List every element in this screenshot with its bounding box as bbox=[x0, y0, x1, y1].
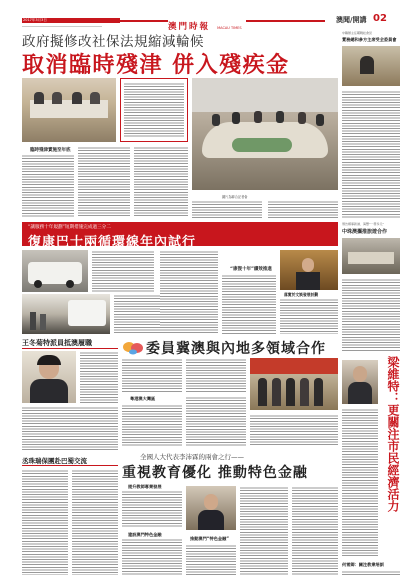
sidebar-bottom-head: 何雪卿：關注教業培訓 bbox=[342, 562, 384, 567]
edu-kicker: 全國人大代表李沛霖的兩會之行—— bbox=[140, 453, 244, 461]
lead-story bbox=[22, 30, 338, 220]
left-column bbox=[22, 338, 118, 575]
sidebar bbox=[342, 30, 400, 575]
masthead bbox=[0, 0, 419, 32]
edu-col-1 bbox=[122, 490, 182, 528]
coop-col-5 bbox=[250, 414, 338, 446]
left-text-1 bbox=[80, 351, 118, 403]
sidebar-vertical-head: 梁維特：更關注市民經濟活力 bbox=[386, 356, 400, 512]
bus-banner bbox=[22, 222, 338, 250]
sidebar-top-small: 中聯辦主任鄭曉松會見 bbox=[342, 31, 373, 35]
edu-headline: 重視教育優化 推動特色金融 bbox=[122, 465, 308, 481]
lead-photo-conference bbox=[192, 78, 338, 190]
bus-col-1 bbox=[114, 294, 160, 334]
lead-col-1 bbox=[22, 154, 74, 218]
sidebar-text-4 bbox=[342, 570, 400, 575]
bus-photo-speaker bbox=[280, 250, 338, 290]
edu-subhead-1: 提升教師專業發展 bbox=[128, 484, 162, 489]
edu-col-3 bbox=[186, 544, 236, 575]
edu-photo-portrait bbox=[186, 486, 236, 530]
bus-intro bbox=[92, 250, 154, 292]
sidebar-text-2 bbox=[342, 278, 400, 352]
bus-story bbox=[22, 222, 338, 334]
coop-col-2 bbox=[186, 358, 246, 392]
bus-photo-street bbox=[22, 294, 110, 334]
coop-col-3 bbox=[122, 404, 182, 446]
section-label: 澳聞/開講 bbox=[336, 16, 367, 24]
sidebar-top-head: 實務總和參方主席受全委員會 bbox=[342, 37, 397, 42]
lead-intro-box bbox=[120, 78, 188, 142]
sidebar-photo-2 bbox=[342, 238, 400, 274]
lead-col-3 bbox=[134, 146, 188, 218]
lead-photo-meeting bbox=[22, 78, 116, 142]
bus-inset bbox=[222, 250, 338, 334]
left-head-2: 丞珠瑞保團赴巴蜀交流 bbox=[22, 457, 87, 465]
bus-kicker: “讓服務十年規劃”短期措施完成過三分二 bbox=[28, 225, 111, 230]
handshake-icon bbox=[122, 341, 144, 355]
sidebar-portrait bbox=[342, 360, 378, 404]
date-line: 2017年3月3日 bbox=[23, 18, 47, 22]
lead-kicker: 政府擬修改社保法規縮減輪候 bbox=[22, 34, 204, 50]
left-photo-portrait bbox=[22, 351, 76, 403]
lead-photo-caption: 圖片為聯合記者會 bbox=[222, 195, 248, 199]
bus-photo-vehicle bbox=[22, 250, 88, 292]
bus-inset-title-2: 落實於文娛發展計劃 bbox=[284, 292, 319, 297]
logo-en: MACAU TIMES bbox=[217, 26, 242, 30]
edu-col-4 bbox=[240, 486, 288, 575]
coop-col-4 bbox=[186, 396, 246, 446]
edu-col-2 bbox=[122, 538, 182, 575]
left-head-1: 王冬菊特派員抵澳履職 bbox=[22, 339, 92, 347]
bus-inset-title: “康復十年”績效推進 bbox=[230, 267, 272, 272]
edu-col-5 bbox=[292, 486, 338, 575]
bus-col-2 bbox=[160, 250, 218, 334]
bus-col-3 bbox=[222, 274, 276, 334]
coop-headline: 委員冀澳與內地多領域合作 bbox=[146, 341, 326, 357]
lead-col-4 bbox=[192, 200, 262, 218]
left-text-4 bbox=[72, 469, 118, 575]
left-text-3 bbox=[22, 469, 68, 575]
coop-icon bbox=[122, 340, 144, 354]
coop-subhead: 粵港澳大灣區 bbox=[130, 396, 156, 401]
sidebar-mid-small: 預告鄉事新港、海豐“一帶多元” bbox=[342, 222, 385, 226]
page-number: 02 bbox=[373, 13, 387, 24]
education-story bbox=[122, 452, 338, 575]
lead-col-5 bbox=[268, 200, 338, 218]
cooperation-story bbox=[122, 338, 338, 448]
bus-col-4 bbox=[280, 298, 338, 334]
lead-col-2 bbox=[78, 146, 130, 218]
lead-subhead: 臨時殘津實施至年底 bbox=[30, 148, 71, 153]
edu-subhead-3: 推動澳門“特色金融” bbox=[190, 536, 230, 541]
bus-headline: 復康巴士兩循環線年內試行 bbox=[28, 235, 197, 250]
sidebar-text-1 bbox=[342, 90, 400, 218]
masthead-subline bbox=[22, 25, 102, 27]
left-text-2 bbox=[22, 406, 118, 450]
logo-text: 澳門時報 bbox=[168, 22, 211, 32]
sidebar-mid-head: 中珠澳攜推旅遊合作 bbox=[342, 229, 388, 235]
newspaper-logo bbox=[168, 14, 246, 32]
sidebar-text-3 bbox=[342, 408, 378, 558]
lead-headline: 取消臨時殘津 併入殘疾金 bbox=[22, 53, 290, 78]
coop-photo-group bbox=[250, 358, 338, 410]
sidebar-photo-1 bbox=[342, 46, 400, 86]
coop-col-1 bbox=[122, 358, 182, 392]
edu-subhead-2: 建設澳門特色金融 bbox=[128, 532, 162, 537]
